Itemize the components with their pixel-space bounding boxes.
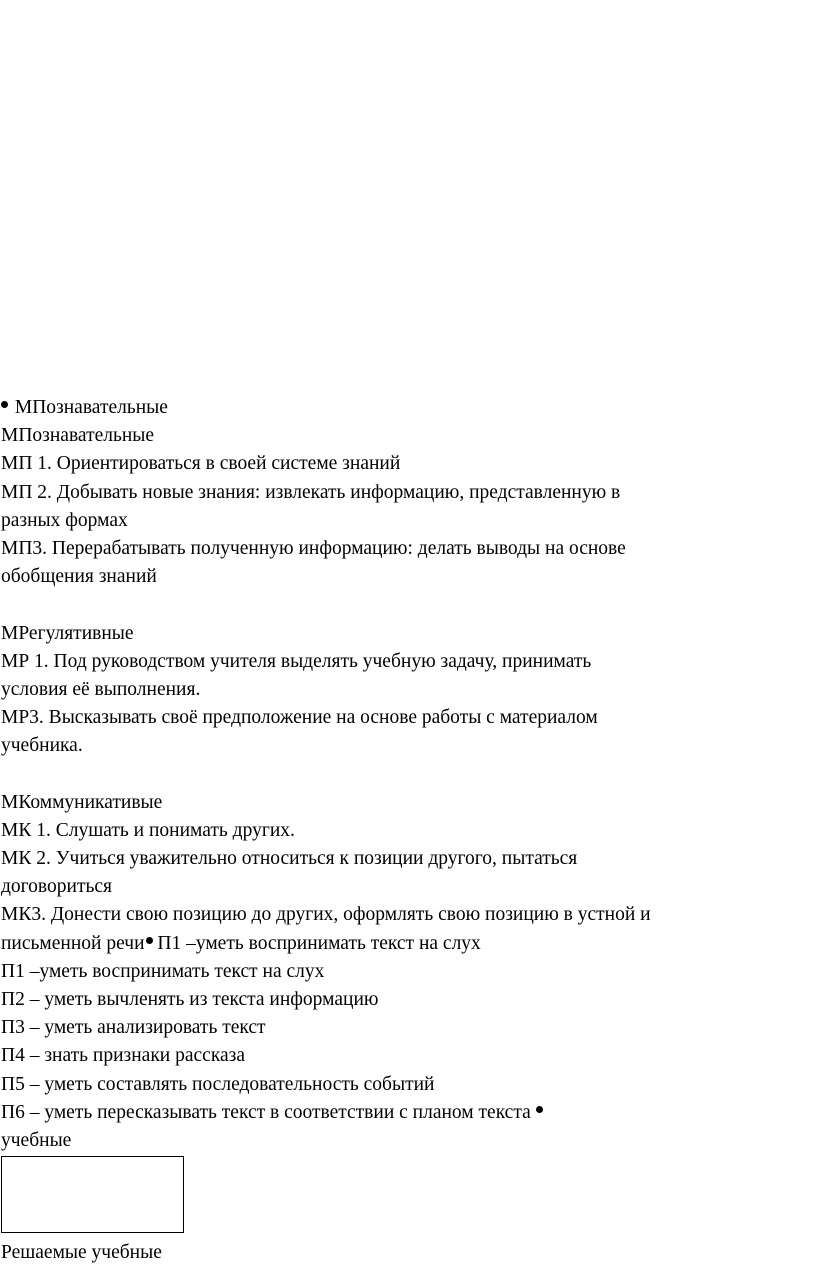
regulatory-title: МРегулятивные — [1, 622, 134, 644]
bullet-icon — [536, 1106, 543, 1113]
subject-p4: П4 – знать признаки рассказа — [1, 1045, 246, 1067]
regulatory-item-3-line1: МР3. Высказывать своё предположение на основе работы с материалом — [1, 707, 598, 729]
subject-p3: П3 – уметь анализировать текст — [1, 1017, 266, 1039]
communicative-item-3-line2 — [1, 930, 816, 958]
empty-frame — [1, 1156, 184, 1233]
subject-p1: П1 –уметь воспринимать текст на слух — [1, 960, 325, 982]
heading-text: МПознавательные — [14, 397, 168, 418]
educational-label: учебные — [1, 1129, 72, 1151]
cognitive-item-3-line2: обобщения знаний — [1, 566, 157, 588]
spacer — [1, 591, 816, 619]
communicative-item-1: МК 1. Слушать и понимать других. — [1, 819, 295, 841]
cognitive-item-2-line1: МП 2. Добывать новые знания: извлекать информацию, представленную в — [1, 481, 621, 503]
subject-p2: П2 – уметь вычленять из текста информацию — [1, 988, 379, 1010]
cognitive-item-1: МП 1. Ориентироваться в своей системе знаний — [1, 453, 401, 475]
regulatory-item-1-line2: условия её выполнения. — [1, 678, 201, 700]
cognitive-item-3-line1: МП3. Перерабатывать полученную информацию: делать выводы на основе — [1, 537, 626, 559]
subject-p6: П6 – уметь пересказывать текст в соответствии с планом текста — [1, 1101, 531, 1123]
solved-educational-label: Решаемые учебные — [1, 1242, 162, 1264]
subject-p5: П5 – уметь составлять последовательность событий — [1, 1073, 435, 1095]
subject-p6-line — [1, 1099, 816, 1127]
bullet-heading — [1, 394, 816, 422]
communicative-item-3-line1: МК3. Донести свою позицию до других, оформлять свою позицию в устной и — [1, 904, 651, 926]
regulatory-item-1-line1: МР 1. Под руководством учителя выделять учебную задачу, принимать — [1, 650, 592, 672]
communicative-item-3-tail: письменной речи — [1, 932, 145, 954]
bullet-icon — [146, 937, 153, 944]
communicative-item-2-line1: МК 2. Учиться уважительно относиться к позиции другого, пытаться — [1, 848, 578, 869]
regulatory-item-3-line2: учебника. — [1, 735, 83, 757]
bullet-icon — [1, 401, 8, 408]
communicative-title: МКоммуникативые — [1, 791, 163, 813]
cognitive-title: МПознавательные — [1, 425, 155, 447]
document-body — [1, 394, 816, 1267]
spacer — [1, 760, 816, 788]
cognitive-item-2-line2: разных формах — [1, 509, 128, 531]
subject-p1-inline: П1 –уметь воспринимать текст на слух — [157, 932, 481, 954]
communicative-item-2-line2: договориться — [1, 876, 112, 898]
